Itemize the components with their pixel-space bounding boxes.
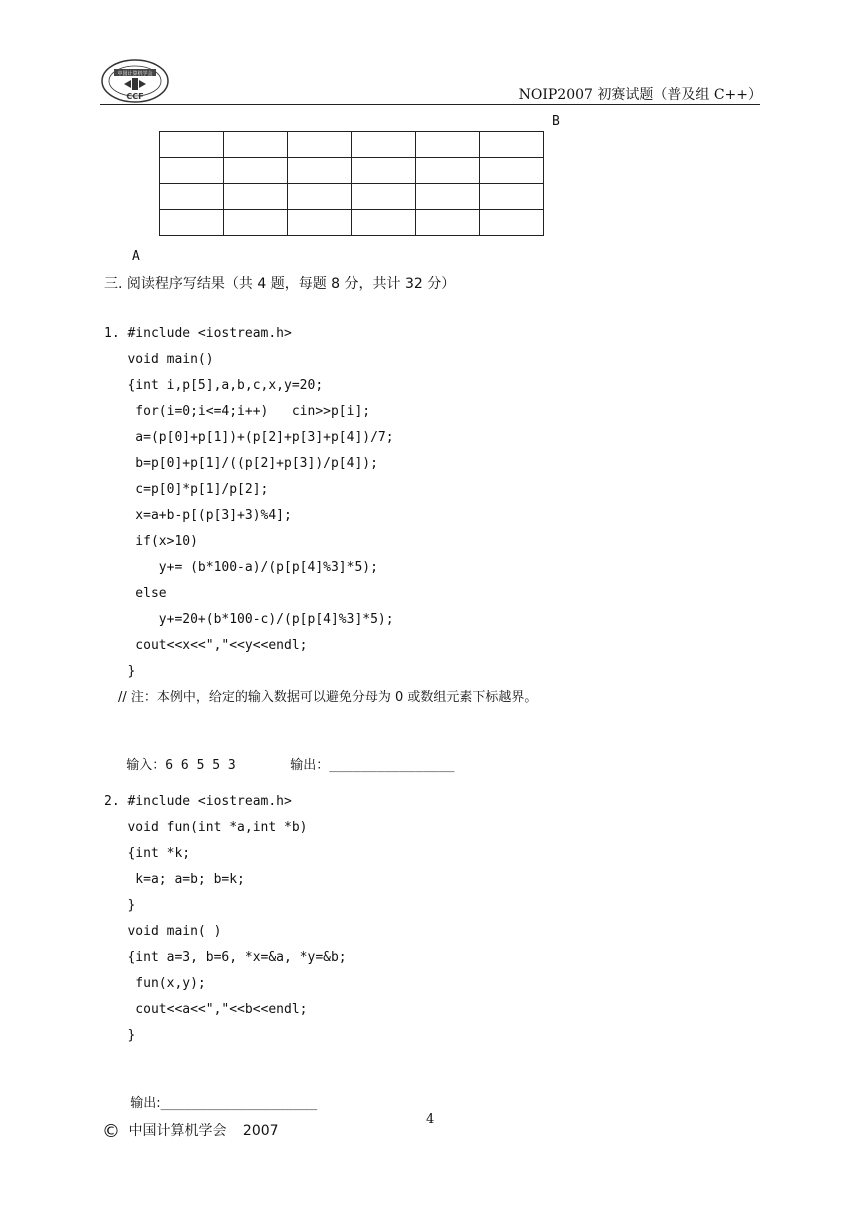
grid-cell xyxy=(160,184,224,210)
grid-cell xyxy=(416,210,480,236)
grid-cell xyxy=(352,158,416,184)
grid-cell xyxy=(480,210,544,236)
grid-row xyxy=(160,210,544,236)
program1-line: if(x>10) xyxy=(104,534,198,549)
grid-cell xyxy=(288,158,352,184)
grid-cell xyxy=(160,158,224,184)
footer xyxy=(102,1120,279,1142)
grid-cell xyxy=(480,132,544,158)
program2-line: k=a; a=b; b=k; xyxy=(104,872,245,887)
page-number: 4 xyxy=(426,1112,435,1127)
program1-line: } xyxy=(104,664,136,679)
grid-cell xyxy=(352,132,416,158)
grid-cell xyxy=(480,158,544,184)
program1-line: else xyxy=(104,586,167,601)
program2-line: void fun(int *a,int *b) xyxy=(104,820,308,835)
program1-line: {int i,p[5],a,b,c,x,y=20; xyxy=(104,378,324,393)
grid-cell xyxy=(224,184,288,210)
grid-cell xyxy=(224,158,288,184)
grid-cell xyxy=(416,184,480,210)
grid-cell xyxy=(160,132,224,158)
grid-cell xyxy=(480,184,544,210)
grid-corner-label-b: B xyxy=(552,114,560,129)
program1-input-value: 6 6 5 5 3 xyxy=(165,758,236,773)
program1-input-label: 输入： xyxy=(126,758,166,773)
program1-output xyxy=(282,742,455,774)
program2-line: 2. #include <iostream.h> xyxy=(104,794,292,809)
program2-line: {int *k; xyxy=(104,846,191,861)
program1-line: a=(p[0]+p[1])+(p[2]+p[3]+p[4])/7; xyxy=(104,430,394,445)
logo-top-text: 中国计算机学会 xyxy=(117,71,153,77)
grid-cell xyxy=(416,158,480,184)
grid-figure xyxy=(159,131,544,236)
program2-line: } xyxy=(104,898,136,913)
program1-line: y+=20+(b*100-c)/(p[p[4]%3]*5); xyxy=(104,612,394,627)
copyright-symbol: © xyxy=(102,1121,120,1142)
program1-output-label: 输出： xyxy=(290,758,330,773)
grid-cell xyxy=(288,184,352,210)
grid-cell xyxy=(416,132,480,158)
program1-line: y+= (b*100-a)/(p[p[4]%3]*5); xyxy=(104,560,378,575)
program1-note: // 注：本例中，给定的输入数据可以避免分母为 0 或数组元素下标越界。 xyxy=(118,690,538,705)
header-divider xyxy=(100,104,760,105)
program1-line: 1. #include <iostream.h> xyxy=(104,326,292,341)
program1-line: for(i=0;i<=4;i++) cin>>p[i]; xyxy=(104,404,371,419)
program2-line: cout<<a<<","<<b<<endl; xyxy=(104,1002,308,1017)
ccf-logo xyxy=(100,58,170,104)
program1-line: cout<<x<<","<<y<<endl; xyxy=(104,638,308,653)
program1-line: c=p[0]*p[1]/p[2]; xyxy=(104,482,269,497)
program2-line: } xyxy=(104,1028,136,1043)
grid-cell xyxy=(288,210,352,236)
grid-cell xyxy=(224,132,288,158)
program2-output-blank: ____________________ xyxy=(160,1096,318,1111)
grid-cell xyxy=(352,210,416,236)
grid-cell xyxy=(352,184,416,210)
program2-output xyxy=(122,1080,317,1112)
program2-line: fun(x,y); xyxy=(104,976,206,991)
grid-row xyxy=(160,132,544,158)
program2-line: {int a=3, b=6, *x=&a, *y=&b; xyxy=(104,950,347,965)
grid-cell xyxy=(160,210,224,236)
program2-line: void main( ) xyxy=(104,924,222,939)
program2-output-label: 输出: xyxy=(130,1096,161,1111)
grid-row xyxy=(160,184,544,210)
grid-cell xyxy=(288,132,352,158)
grid-cell xyxy=(224,210,288,236)
program1-output-blank: ________________ xyxy=(329,758,455,773)
footer-year: 2007 xyxy=(242,1123,279,1139)
footer-org: 中国计算机学会 xyxy=(128,1123,227,1139)
section-title: 三. 阅读程序写结果（共 4 题，每题 8 分，共计 32 分） xyxy=(104,276,456,292)
header-title: NOIP2007 初赛试题（普及组 C++） xyxy=(518,87,762,103)
program1-line: b=p[0]+p[1]/((p[2]+p[3])/p[4]); xyxy=(104,456,378,471)
program1-line: void main() xyxy=(104,352,214,367)
grid-corner-label-a: A xyxy=(132,249,140,264)
grid-row xyxy=(160,158,544,184)
program1-line: x=a+b-p[(p[3]+3)%4]; xyxy=(104,508,292,523)
program1-io xyxy=(118,742,236,774)
logo-bottom-text: CCF xyxy=(126,92,144,101)
